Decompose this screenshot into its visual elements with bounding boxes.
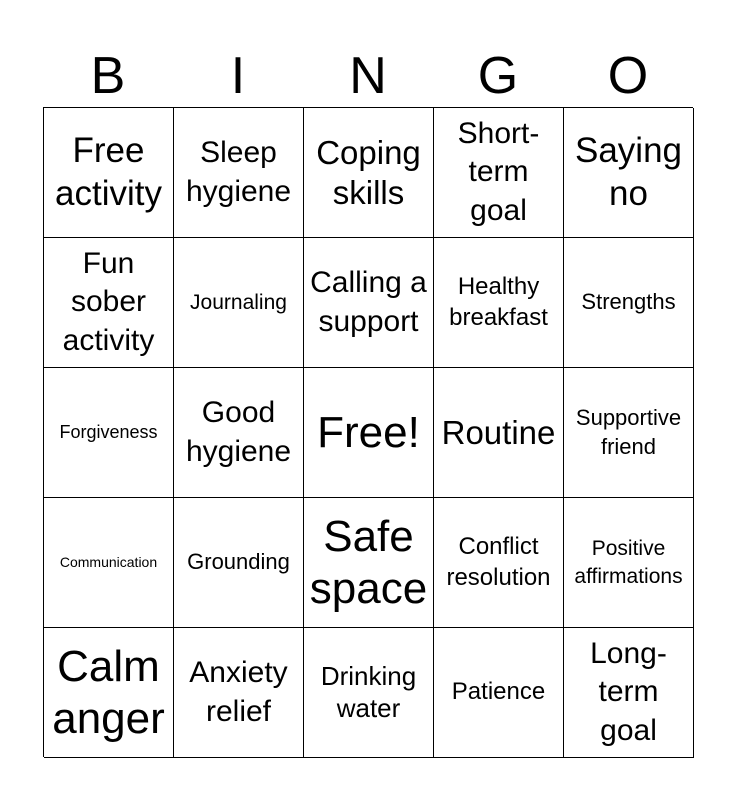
bingo-cell[interactable]: Anxiety relief xyxy=(174,628,304,758)
bingo-cell[interactable]: Long-term goal xyxy=(564,628,694,758)
header-letter-o: O xyxy=(607,47,649,105)
header-letter-g: G xyxy=(477,47,519,105)
bingo-cell[interactable]: Positive affirmations xyxy=(564,498,694,628)
bingo-cell[interactable]: Calm anger xyxy=(44,628,174,758)
header-letter-b: B xyxy=(90,47,126,105)
bingo-header xyxy=(43,44,693,108)
bingo-cell[interactable]: Grounding xyxy=(174,498,304,628)
bingo-cell[interactable]: Free activity xyxy=(44,108,174,238)
bingo-cell[interactable]: Strengths xyxy=(564,238,694,368)
bingo-cell[interactable]: Forgiveness xyxy=(44,368,174,498)
header-letter-n: N xyxy=(349,47,387,105)
header-letter-i: I xyxy=(230,47,246,105)
bingo-cell[interactable]: Drinking water xyxy=(304,628,434,758)
bingo-cell[interactable]: Safe space xyxy=(304,498,434,628)
bingo-cell[interactable]: Patience xyxy=(434,628,564,758)
bingo-cell[interactable]: Good hygiene xyxy=(174,368,304,498)
bingo-cell[interactable]: Coping skills xyxy=(304,108,434,238)
bingo-cell[interactable]: Sleep hygiene xyxy=(174,108,304,238)
bingo-board xyxy=(43,107,693,757)
bingo-cell[interactable]: Fun sober activity xyxy=(44,238,174,368)
bingo-cell[interactable]: Supportive friend xyxy=(564,368,694,498)
bingo-cell[interactable]: Conflict resolution xyxy=(434,498,564,628)
bingo-cell[interactable]: Journaling xyxy=(174,238,304,368)
free-space-cell[interactable]: Free! xyxy=(304,368,434,498)
bingo-cell[interactable]: Routine xyxy=(434,368,564,498)
bingo-cell[interactable]: Communication xyxy=(44,498,174,628)
bingo-cell[interactable]: Calling a support xyxy=(304,238,434,368)
bingo-cell[interactable]: Healthy breakfast xyxy=(434,238,564,368)
bingo-cell[interactable]: Saying no xyxy=(564,108,694,238)
bingo-cell[interactable]: Short-term goal xyxy=(434,108,564,238)
